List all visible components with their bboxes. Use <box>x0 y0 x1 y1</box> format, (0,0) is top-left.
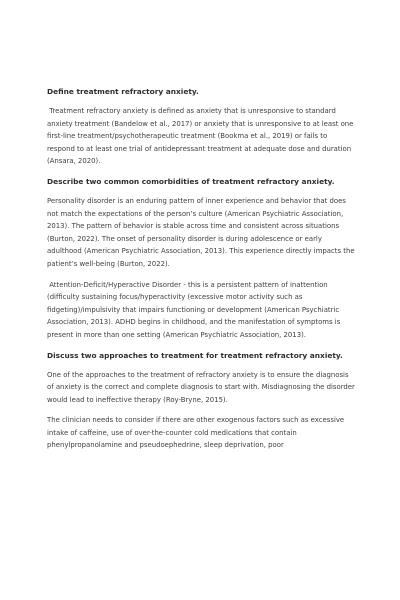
document-body <box>47 86 357 460</box>
paragraph-definition: Treatment refractory anxiety is defined as anxiety that is unresponsive to standard anxiety treatment (Bandelow et al., 2017) or anxiety that is unresponsive to at least one first-line treatment/psychotherapeutic treatment (Bookma et al., 2019) or fails to respond to at least one trial of antidepressant treatment at adequate dose and duration (Ansara, 2020). <box>47 107 354 166</box>
paragraph-adhd: Attention-Deficit/Hyperactive Disorder - this is a persistent pattern of inattention (difficulty sustaining focus/hyperactivity (excessive motor activity such as fidgeting)/impulsivity that impairs functioning or development (American Psychiatric Association, 2013). ADHD begins in childhood, and the manifestation of symptoms is present in more than one setting (American Psychiatric Association, 2013). <box>47 280 341 339</box>
section-heading-define: Define treatment refractory anxiety. <box>47 87 199 96</box>
paragraph-correct-diagnosis: One of the approaches to the treatment of refractory anxiety is to ensure the diagnosis of anxiety is the correct and complete diagnosis to start with. Misdiagnosing the disorder would lead to ineffective therapy (Roy-Bryne, 2015). <box>47 370 355 404</box>
paragraph-exogenous-factors: The clinician needs to consider if there are other exogenous factors such as excessive intake of caffeine, use of over-the-counter cold medications that contain phenylpropanolamine and pseudoephedrine, sleep deprivation, poor <box>47 416 345 450</box>
section-heading-comorbidities: Describe two common comorbidities of treatment refractory anxiety. <box>47 176 335 186</box>
section-heading-treatment-approaches: Discuss two approaches to treatment for treatment refractory anxiety. <box>47 350 343 360</box>
paragraph-personality-disorder: Personality disorder is an enduring pattern of inner experience and behavior that does not match the expectations of the person’s culture (American Psychiatric Association, 2013). The pattern of behavior is stable across time and consistent across situations (Burton, 2022). The onset of personality disorder is during adolescence or early adulthood (American Psychiatric Association, 2013). This experience directly impacts the patient’s well-being (Burton, 2022). <box>47 196 355 268</box>
